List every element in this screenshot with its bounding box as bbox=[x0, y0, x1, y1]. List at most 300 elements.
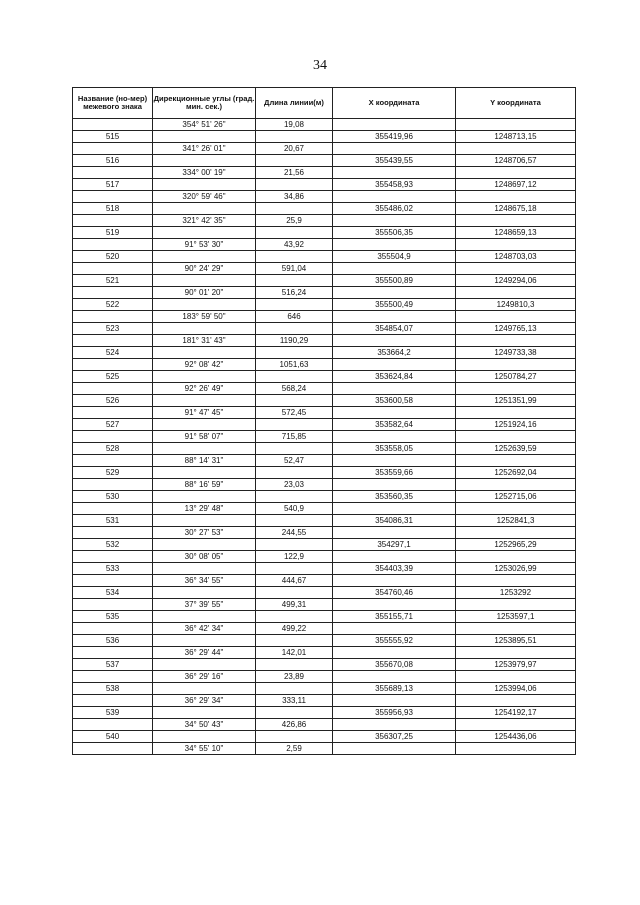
segment-row bbox=[73, 479, 576, 491]
empty-cell bbox=[333, 263, 456, 275]
x-coordinate-cell: 355419,96 bbox=[333, 131, 456, 143]
empty-cell bbox=[153, 419, 256, 431]
empty-cell bbox=[73, 575, 153, 587]
empty-cell bbox=[153, 395, 256, 407]
point-name-cell: 539 bbox=[73, 707, 153, 719]
x-coordinate-cell: 355486,02 bbox=[333, 203, 456, 215]
direction-angle-cell: 30° 27' 53" bbox=[153, 527, 256, 539]
empty-cell bbox=[153, 227, 256, 239]
empty-cell bbox=[73, 647, 153, 659]
line-length-cell: 568,24 bbox=[256, 383, 333, 395]
empty-cell bbox=[456, 263, 576, 275]
empty-cell bbox=[333, 191, 456, 203]
x-coordinate-cell: 353600,58 bbox=[333, 395, 456, 407]
empty-cell bbox=[73, 191, 153, 203]
x-coordinate-cell: 355439,55 bbox=[333, 155, 456, 167]
empty-cell bbox=[153, 635, 256, 647]
point-name-cell: 519 bbox=[73, 227, 153, 239]
empty-cell bbox=[456, 647, 576, 659]
empty-cell bbox=[256, 227, 333, 239]
direction-angle-cell: 30° 08' 05" bbox=[153, 551, 256, 563]
point-row bbox=[73, 443, 576, 455]
line-length-cell: 34,86 bbox=[256, 191, 333, 203]
point-name-cell: 516 bbox=[73, 155, 153, 167]
empty-cell bbox=[153, 707, 256, 719]
point-name-cell: 540 bbox=[73, 731, 153, 743]
x-coordinate-cell: 355500,89 bbox=[333, 275, 456, 287]
header-point-name: Название (но-мер) межевого знака bbox=[73, 88, 153, 119]
empty-cell bbox=[456, 311, 576, 323]
empty-cell bbox=[456, 167, 576, 179]
empty-cell bbox=[456, 719, 576, 731]
x-coordinate-cell: 355555,92 bbox=[333, 635, 456, 647]
line-length-cell: 591,04 bbox=[256, 263, 333, 275]
empty-cell bbox=[256, 275, 333, 287]
empty-cell bbox=[456, 671, 576, 683]
x-coordinate-cell: 354403,39 bbox=[333, 563, 456, 575]
empty-cell bbox=[73, 599, 153, 611]
empty-cell bbox=[153, 539, 256, 551]
direction-angle-cell: 88° 14' 31" bbox=[153, 455, 256, 467]
empty-cell bbox=[73, 503, 153, 515]
y-coordinate-cell: 1248703,03 bbox=[456, 251, 576, 263]
empty-cell bbox=[256, 563, 333, 575]
direction-angle-cell: 92° 26' 49" bbox=[153, 383, 256, 395]
empty-cell bbox=[256, 155, 333, 167]
segment-row bbox=[73, 503, 576, 515]
line-length-cell: 20,67 bbox=[256, 143, 333, 155]
segment-row bbox=[73, 359, 576, 371]
empty-cell bbox=[333, 239, 456, 251]
empty-cell bbox=[333, 527, 456, 539]
empty-cell bbox=[456, 287, 576, 299]
segment-row bbox=[73, 143, 576, 155]
empty-cell bbox=[456, 527, 576, 539]
empty-cell bbox=[153, 131, 256, 143]
empty-cell bbox=[256, 323, 333, 335]
x-coordinate-cell: 354086,31 bbox=[333, 515, 456, 527]
y-coordinate-cell: 1252841,3 bbox=[456, 515, 576, 527]
empty-cell bbox=[333, 575, 456, 587]
point-row bbox=[73, 179, 576, 191]
empty-cell bbox=[333, 431, 456, 443]
direction-angle-cell: 36° 29' 44" bbox=[153, 647, 256, 659]
empty-cell bbox=[456, 239, 576, 251]
line-length-cell: 333,11 bbox=[256, 695, 333, 707]
direction-angle-cell: 36° 34' 55" bbox=[153, 575, 256, 587]
line-length-cell: 19,08 bbox=[256, 119, 333, 131]
empty-cell bbox=[153, 179, 256, 191]
segment-row bbox=[73, 551, 576, 563]
empty-cell bbox=[333, 383, 456, 395]
empty-cell bbox=[153, 491, 256, 503]
x-coordinate-cell: 355689,13 bbox=[333, 683, 456, 695]
empty-cell bbox=[73, 455, 153, 467]
empty-cell bbox=[333, 743, 456, 755]
empty-cell bbox=[333, 455, 456, 467]
segment-row bbox=[73, 407, 576, 419]
empty-cell bbox=[333, 335, 456, 347]
segment-row bbox=[73, 527, 576, 539]
point-row bbox=[73, 683, 576, 695]
direction-angle-cell: 183° 59' 50" bbox=[153, 311, 256, 323]
x-coordinate-cell: 354760,46 bbox=[333, 587, 456, 599]
point-row bbox=[73, 203, 576, 215]
line-length-cell: 646 bbox=[256, 311, 333, 323]
empty-cell bbox=[256, 611, 333, 623]
point-name-cell: 538 bbox=[73, 683, 153, 695]
empty-cell bbox=[73, 359, 153, 371]
segment-row bbox=[73, 623, 576, 635]
empty-cell bbox=[256, 659, 333, 671]
empty-cell bbox=[333, 551, 456, 563]
line-length-cell: 122,9 bbox=[256, 551, 333, 563]
empty-cell bbox=[456, 215, 576, 227]
empty-cell bbox=[153, 587, 256, 599]
empty-cell bbox=[153, 515, 256, 527]
empty-cell bbox=[153, 371, 256, 383]
empty-cell bbox=[456, 743, 576, 755]
point-row bbox=[73, 611, 576, 623]
y-coordinate-cell: 1248675,18 bbox=[456, 203, 576, 215]
point-row bbox=[73, 251, 576, 263]
empty-cell bbox=[153, 443, 256, 455]
line-length-cell: 52,47 bbox=[256, 455, 333, 467]
empty-cell bbox=[333, 215, 456, 227]
segment-row bbox=[73, 383, 576, 395]
segment-row bbox=[73, 575, 576, 587]
point-row bbox=[73, 395, 576, 407]
empty-cell bbox=[153, 659, 256, 671]
empty-cell bbox=[73, 335, 153, 347]
direction-angle-cell: 91° 53' 30" bbox=[153, 239, 256, 251]
empty-cell bbox=[73, 311, 153, 323]
empty-cell bbox=[73, 263, 153, 275]
point-name-cell: 524 bbox=[73, 347, 153, 359]
empty-cell bbox=[256, 539, 333, 551]
empty-cell bbox=[256, 299, 333, 311]
y-coordinate-cell: 1254436,06 bbox=[456, 731, 576, 743]
empty-cell bbox=[256, 371, 333, 383]
empty-cell bbox=[153, 275, 256, 287]
empty-cell bbox=[333, 167, 456, 179]
line-length-cell: 715,85 bbox=[256, 431, 333, 443]
empty-cell bbox=[256, 203, 333, 215]
x-coordinate-cell: 353558,05 bbox=[333, 443, 456, 455]
line-length-cell: 516,24 bbox=[256, 287, 333, 299]
line-length-cell: 43,92 bbox=[256, 239, 333, 251]
direction-angle-cell: 90° 01' 20" bbox=[153, 287, 256, 299]
segment-row bbox=[73, 431, 576, 443]
point-row bbox=[73, 515, 576, 527]
empty-cell bbox=[456, 431, 576, 443]
empty-cell bbox=[256, 347, 333, 359]
empty-cell bbox=[153, 467, 256, 479]
empty-cell bbox=[73, 407, 153, 419]
point-name-cell: 534 bbox=[73, 587, 153, 599]
empty-cell bbox=[456, 335, 576, 347]
point-name-cell: 521 bbox=[73, 275, 153, 287]
direction-angle-cell: 88° 16' 59" bbox=[153, 479, 256, 491]
line-length-cell: 2,59 bbox=[256, 743, 333, 755]
y-coordinate-cell: 1248659,13 bbox=[456, 227, 576, 239]
point-name-cell: 530 bbox=[73, 491, 153, 503]
y-coordinate-cell: 1249765,13 bbox=[456, 323, 576, 335]
direction-angle-cell: 34° 55' 10" bbox=[153, 743, 256, 755]
y-coordinate-cell: 1254192,17 bbox=[456, 707, 576, 719]
point-name-cell: 526 bbox=[73, 395, 153, 407]
point-row bbox=[73, 563, 576, 575]
y-coordinate-cell: 1253292 bbox=[456, 587, 576, 599]
point-row bbox=[73, 731, 576, 743]
y-coordinate-cell: 1251924,16 bbox=[456, 419, 576, 431]
empty-cell bbox=[73, 431, 153, 443]
point-name-cell: 517 bbox=[73, 179, 153, 191]
empty-cell bbox=[73, 167, 153, 179]
empty-cell bbox=[73, 479, 153, 491]
empty-cell bbox=[256, 443, 333, 455]
x-coordinate-cell: 355500,49 bbox=[333, 299, 456, 311]
empty-cell bbox=[333, 119, 456, 131]
x-coordinate-cell: 355506,35 bbox=[333, 227, 456, 239]
segment-row bbox=[73, 191, 576, 203]
y-coordinate-cell: 1249733,38 bbox=[456, 347, 576, 359]
line-length-cell: 499,22 bbox=[256, 623, 333, 635]
empty-cell bbox=[256, 251, 333, 263]
point-name-cell: 533 bbox=[73, 563, 153, 575]
x-coordinate-cell: 356307,25 bbox=[333, 731, 456, 743]
empty-cell bbox=[456, 359, 576, 371]
empty-cell bbox=[333, 623, 456, 635]
empty-cell bbox=[73, 239, 153, 251]
y-coordinate-cell: 1253979,97 bbox=[456, 659, 576, 671]
line-length-cell: 21,56 bbox=[256, 167, 333, 179]
point-row bbox=[73, 299, 576, 311]
point-name-cell: 528 bbox=[73, 443, 153, 455]
line-length-cell: 23,03 bbox=[256, 479, 333, 491]
line-length-cell: 25,9 bbox=[256, 215, 333, 227]
line-length-cell: 572,45 bbox=[256, 407, 333, 419]
direction-angle-cell: 181° 31' 43" bbox=[153, 335, 256, 347]
empty-cell bbox=[256, 179, 333, 191]
point-row bbox=[73, 659, 576, 671]
point-row bbox=[73, 587, 576, 599]
y-coordinate-cell: 1252715,06 bbox=[456, 491, 576, 503]
coordinates-table bbox=[72, 87, 576, 755]
empty-cell bbox=[73, 527, 153, 539]
segment-row bbox=[73, 167, 576, 179]
segment-row bbox=[73, 215, 576, 227]
empty-cell bbox=[333, 287, 456, 299]
empty-cell bbox=[333, 503, 456, 515]
empty-cell bbox=[153, 251, 256, 263]
empty-cell bbox=[153, 203, 256, 215]
y-coordinate-cell: 1248713,15 bbox=[456, 131, 576, 143]
empty-cell bbox=[73, 287, 153, 299]
point-row bbox=[73, 539, 576, 551]
empty-cell bbox=[456, 695, 576, 707]
empty-cell bbox=[256, 131, 333, 143]
x-coordinate-cell: 353664,2 bbox=[333, 347, 456, 359]
empty-cell bbox=[333, 647, 456, 659]
header-line-length: Длина линии(м) bbox=[256, 88, 333, 119]
point-row bbox=[73, 491, 576, 503]
x-coordinate-cell: 354297,1 bbox=[333, 539, 456, 551]
segment-row bbox=[73, 671, 576, 683]
point-row bbox=[73, 347, 576, 359]
empty-cell bbox=[333, 599, 456, 611]
empty-cell bbox=[456, 551, 576, 563]
direction-angle-cell: 37° 39' 55" bbox=[153, 599, 256, 611]
line-length-cell: 23,89 bbox=[256, 671, 333, 683]
point-row bbox=[73, 275, 576, 287]
empty-cell bbox=[153, 323, 256, 335]
segment-row bbox=[73, 311, 576, 323]
point-name-cell: 520 bbox=[73, 251, 153, 263]
empty-cell bbox=[333, 311, 456, 323]
page-number: 34 bbox=[313, 58, 327, 73]
point-row bbox=[73, 707, 576, 719]
direction-angle-cell: 320° 59' 46" bbox=[153, 191, 256, 203]
direction-angle-cell: 36° 42' 34" bbox=[153, 623, 256, 635]
point-name-cell: 529 bbox=[73, 467, 153, 479]
empty-cell bbox=[456, 455, 576, 467]
line-length-cell: 1190,29 bbox=[256, 335, 333, 347]
line-length-cell: 142,01 bbox=[256, 647, 333, 659]
empty-cell bbox=[333, 719, 456, 731]
empty-cell bbox=[73, 383, 153, 395]
empty-cell bbox=[333, 143, 456, 155]
empty-cell bbox=[73, 743, 153, 755]
empty-cell bbox=[333, 479, 456, 491]
empty-cell bbox=[456, 575, 576, 587]
x-coordinate-cell: 353582,64 bbox=[333, 419, 456, 431]
point-row bbox=[73, 227, 576, 239]
point-name-cell: 525 bbox=[73, 371, 153, 383]
segment-row bbox=[73, 263, 576, 275]
segment-row bbox=[73, 743, 576, 755]
empty-cell bbox=[153, 155, 256, 167]
direction-angle-cell: 91° 47' 45" bbox=[153, 407, 256, 419]
point-name-cell: 523 bbox=[73, 323, 153, 335]
point-name-cell: 537 bbox=[73, 659, 153, 671]
empty-cell bbox=[73, 551, 153, 563]
y-coordinate-cell: 1253895,51 bbox=[456, 635, 576, 647]
empty-cell bbox=[73, 671, 153, 683]
empty-cell bbox=[456, 623, 576, 635]
header-direction-angle: Дирекционные углы (град. мин. сек.) bbox=[153, 88, 256, 119]
y-coordinate-cell: 1248706,57 bbox=[456, 155, 576, 167]
empty-cell bbox=[153, 611, 256, 623]
point-name-cell: 522 bbox=[73, 299, 153, 311]
empty-cell bbox=[456, 191, 576, 203]
empty-cell bbox=[456, 383, 576, 395]
x-coordinate-cell: 355504,9 bbox=[333, 251, 456, 263]
empty-cell bbox=[73, 119, 153, 131]
y-coordinate-cell: 1253597,1 bbox=[456, 611, 576, 623]
empty-cell bbox=[73, 215, 153, 227]
empty-cell bbox=[456, 479, 576, 491]
point-row bbox=[73, 419, 576, 431]
empty-cell bbox=[256, 587, 333, 599]
direction-angle-cell: 36° 29' 34" bbox=[153, 695, 256, 707]
segment-row bbox=[73, 239, 576, 251]
point-row bbox=[73, 467, 576, 479]
table-header-row bbox=[73, 88, 576, 119]
empty-cell bbox=[256, 731, 333, 743]
line-length-cell: 1051,63 bbox=[256, 359, 333, 371]
segment-row bbox=[73, 455, 576, 467]
empty-cell bbox=[456, 119, 576, 131]
segment-row bbox=[73, 647, 576, 659]
empty-cell bbox=[256, 395, 333, 407]
line-length-cell: 426,86 bbox=[256, 719, 333, 731]
empty-cell bbox=[256, 491, 333, 503]
empty-cell bbox=[153, 563, 256, 575]
y-coordinate-cell: 1253994,06 bbox=[456, 683, 576, 695]
y-coordinate-cell: 1252965,29 bbox=[456, 539, 576, 551]
segment-row bbox=[73, 335, 576, 347]
point-row bbox=[73, 371, 576, 383]
x-coordinate-cell: 355670,08 bbox=[333, 659, 456, 671]
point-row bbox=[73, 323, 576, 335]
header-x-coordinate: X координата bbox=[333, 88, 456, 119]
empty-cell bbox=[153, 347, 256, 359]
x-coordinate-cell: 355155,71 bbox=[333, 611, 456, 623]
empty-cell bbox=[73, 143, 153, 155]
point-name-cell: 531 bbox=[73, 515, 153, 527]
point-row bbox=[73, 131, 576, 143]
line-length-cell: 244,55 bbox=[256, 527, 333, 539]
direction-angle-cell: 92° 08' 42" bbox=[153, 359, 256, 371]
empty-cell bbox=[153, 299, 256, 311]
empty-cell bbox=[456, 143, 576, 155]
x-coordinate-cell: 353624,84 bbox=[333, 371, 456, 383]
segment-row bbox=[73, 695, 576, 707]
empty-cell bbox=[256, 515, 333, 527]
direction-angle-cell: 354° 51' 26" bbox=[153, 119, 256, 131]
y-coordinate-cell: 1248697,12 bbox=[456, 179, 576, 191]
y-coordinate-cell: 1252639,59 bbox=[456, 443, 576, 455]
x-coordinate-cell: 354854,07 bbox=[333, 323, 456, 335]
y-coordinate-cell: 1249294,06 bbox=[456, 275, 576, 287]
empty-cell bbox=[153, 683, 256, 695]
direction-angle-cell: 36° 29' 16" bbox=[153, 671, 256, 683]
empty-cell bbox=[333, 695, 456, 707]
line-length-cell: 499,31 bbox=[256, 599, 333, 611]
segment-row bbox=[73, 599, 576, 611]
x-coordinate-cell: 355956,93 bbox=[333, 707, 456, 719]
y-coordinate-cell: 1250784,27 bbox=[456, 371, 576, 383]
empty-cell bbox=[256, 467, 333, 479]
segment-row bbox=[73, 119, 576, 131]
table-body bbox=[73, 119, 576, 755]
empty-cell bbox=[256, 683, 333, 695]
line-length-cell: 444,67 bbox=[256, 575, 333, 587]
point-name-cell: 536 bbox=[73, 635, 153, 647]
point-name-cell: 535 bbox=[73, 611, 153, 623]
x-coordinate-cell: 353560,35 bbox=[333, 491, 456, 503]
direction-angle-cell: 13° 29' 48" bbox=[153, 503, 256, 515]
x-coordinate-cell: 355458,93 bbox=[333, 179, 456, 191]
point-name-cell: 515 bbox=[73, 131, 153, 143]
empty-cell bbox=[333, 407, 456, 419]
empty-cell bbox=[256, 419, 333, 431]
empty-cell bbox=[256, 707, 333, 719]
y-coordinate-cell: 1251351,99 bbox=[456, 395, 576, 407]
empty-cell bbox=[456, 407, 576, 419]
point-row bbox=[73, 155, 576, 167]
